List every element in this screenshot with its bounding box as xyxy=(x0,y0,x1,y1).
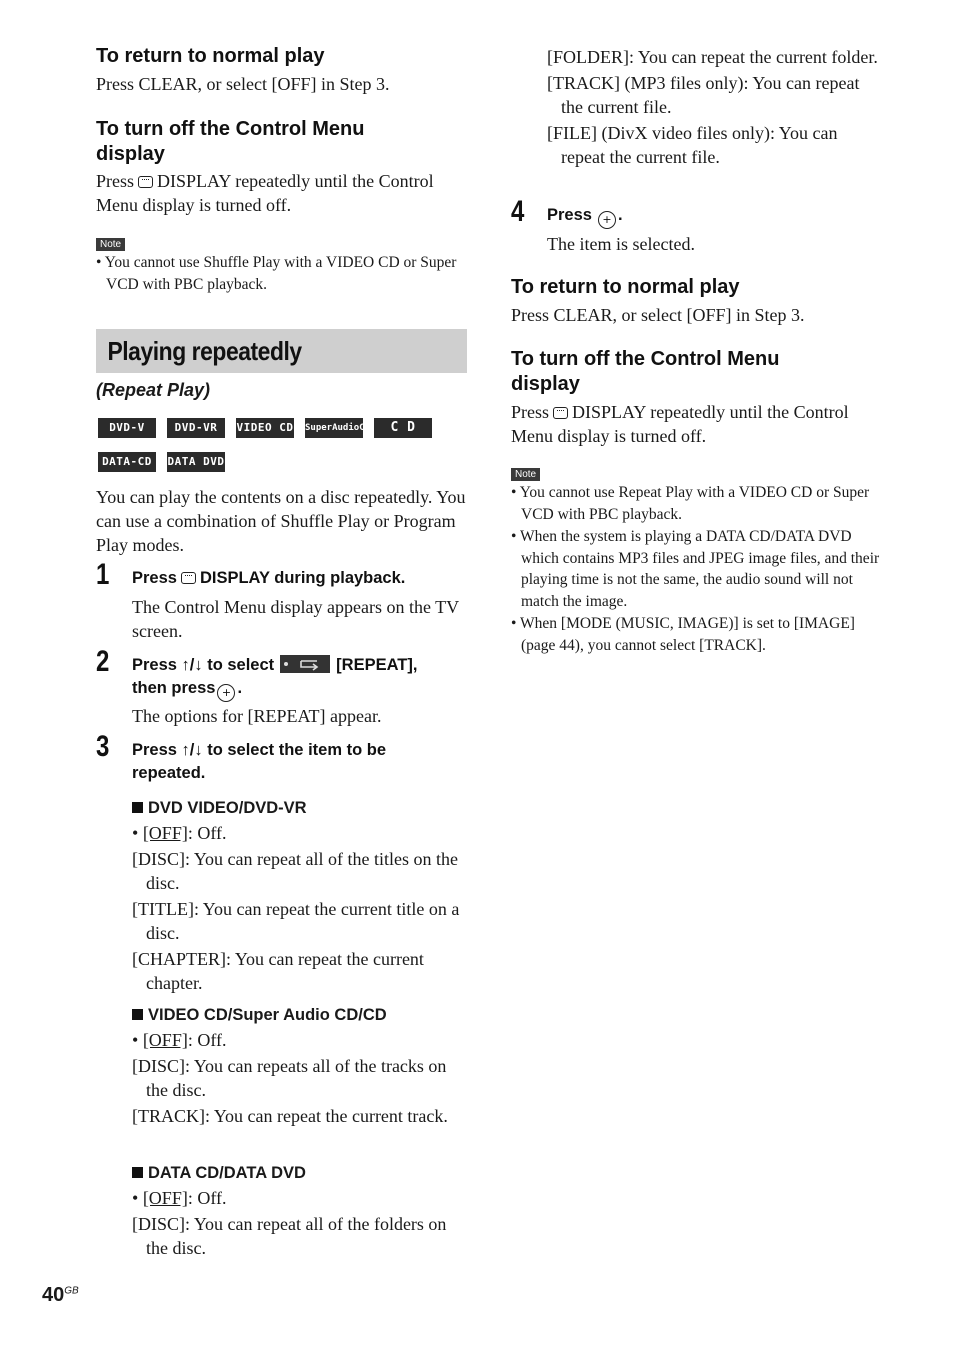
repeat-menu-icon xyxy=(280,655,330,673)
vcd-options-heading xyxy=(132,1004,468,1026)
square-bullet-icon xyxy=(132,802,143,813)
option-off-desc: : Off. xyxy=(187,1030,227,1050)
enter-button-icon: + xyxy=(598,211,616,229)
text-press: Press xyxy=(96,171,135,191)
note-label: Note xyxy=(511,468,540,481)
list-item: [DISC]: You can repeat all of the folders on the disc. xyxy=(132,1214,447,1258)
square-bullet-icon xyxy=(132,1167,143,1178)
step-1-desc: The Control Menu display appears on the TV screen. xyxy=(132,597,459,641)
step-1-press: Press xyxy=(132,569,177,587)
option-off-desc: : Off. xyxy=(187,1188,227,1208)
step-2-then-press: then press xyxy=(132,679,216,697)
list-item: [FOLDER]: You can repeat the current folder. xyxy=(547,47,878,67)
text-press: Press xyxy=(511,402,550,422)
cd-icon: C D xyxy=(374,418,432,438)
dvd-vr-icon: DVD-VR xyxy=(167,418,225,438)
option-off: [OFF] xyxy=(142,823,188,843)
step-4-press: Press xyxy=(547,206,592,224)
text-turn-off-display xyxy=(511,400,883,448)
note-badge xyxy=(511,464,540,482)
dvd-options xyxy=(132,797,468,997)
step-2-number: 2 xyxy=(96,645,110,678)
page-number-suffix: GB xyxy=(64,1285,79,1297)
step-2-select: Press ↑/↓ to select xyxy=(132,656,275,674)
note-shuffle: • You cannot use Shuffle Play with a VIDEO CD or Super VCD with PBC playback. xyxy=(96,254,457,293)
heading-return-normal: To return to normal play xyxy=(96,45,325,67)
note-badge xyxy=(96,234,125,252)
list-item: [TRACK] (MP3 files only): You can repeat the current file. xyxy=(547,73,860,117)
intro-text: You can play the contents on a disc repeatedly. You can use a combination of Shuffle Play or Program Play modes. xyxy=(96,487,466,555)
list-item: [DISC]: You can repeats all of the tracks on the disc. xyxy=(132,1056,447,1100)
note-item: • You cannot use Repeat Play with a VIDEO CD or Super VCD with PBC playback. xyxy=(511,484,870,523)
step-4-desc: The item is selected. xyxy=(547,234,695,254)
step-2-repeat: [REPEAT], xyxy=(336,656,418,674)
step-3-number: 3 xyxy=(96,730,110,763)
section-subtitle: (Repeat Play) xyxy=(96,380,211,400)
dvd-options-heading xyxy=(132,797,468,819)
square-bullet-icon xyxy=(132,1009,143,1020)
list-item: [CHAPTER]: You can repeat the current chapter. xyxy=(132,949,424,993)
step-4-number: 4 xyxy=(511,195,525,228)
text-return-normal: Press CLEAR, or select [OFF] in Step 3. xyxy=(511,305,805,325)
list-item: [TRACK]: You can repeat the current track. xyxy=(132,1106,448,1126)
option-off-desc: : Off. xyxy=(187,823,227,843)
note-item: • When [MODE (MUSIC, IMAGE)] is set to [IMAGE] (page 44), you cannot select [TRACK]. xyxy=(511,615,855,654)
page-number xyxy=(42,1284,79,1307)
data-cd-icon: DATA-CD xyxy=(98,452,156,472)
text-return-normal: Press CLEAR, or select [OFF] in Step 3. xyxy=(96,74,390,94)
list-item: • [OFF]: Off. xyxy=(132,823,227,843)
vcd-heading-text: VIDEO CD/Super Audio CD/CD xyxy=(148,1006,387,1024)
step-1-number: 1 xyxy=(96,558,110,591)
section-title: Playing repeatedly xyxy=(107,336,302,366)
video-cd-icon: VIDEO CD xyxy=(236,418,294,438)
display-button-icon xyxy=(138,176,153,188)
note-label: Note xyxy=(96,238,125,251)
step-4-heading: Press + . xyxy=(547,204,623,229)
step-1-heading xyxy=(132,567,468,590)
data-options xyxy=(132,1162,468,1262)
text-display-repeatedly: DISPLAY repeatedly until the Control Menu display is turned off. xyxy=(96,171,434,215)
display-button-icon xyxy=(553,407,568,419)
heading-return-normal: To return to normal play xyxy=(511,276,740,298)
option-off: [OFF] xyxy=(142,1188,188,1208)
display-button-icon xyxy=(181,572,196,584)
list-item: [FILE] (DivX video files only): You can repeat the current file. xyxy=(547,123,838,167)
data-heading-text: DATA CD/DATA DVD xyxy=(148,1164,306,1182)
enter-button-icon: + xyxy=(217,684,235,702)
text-display-repeatedly: DISPLAY repeatedly until the Control Menu display is turned off. xyxy=(511,402,849,446)
list-item: • [OFF]: Off. xyxy=(132,1030,227,1050)
text-turn-off-display xyxy=(96,169,468,217)
step-3-heading: Press ↑/↓ to select the item to be repeated. xyxy=(132,741,386,782)
dvd-heading-text: DVD VIDEO/DVD-VR xyxy=(148,799,307,817)
list-item: [TITLE]: You can repeat the current title on a disc. xyxy=(132,899,460,943)
super-audio-cd-icon: SuperAudioCD xyxy=(305,418,363,438)
list-item: • [OFF]: Off. xyxy=(132,1188,227,1208)
data-options-continued xyxy=(547,45,883,171)
note-list xyxy=(511,482,883,656)
data-dvd-icon: DATA DVD xyxy=(167,452,225,472)
step-2-heading: Press ↑/↓ to select [REPEAT], then press + . xyxy=(132,654,468,702)
vcd-options xyxy=(132,1004,468,1130)
page-number-value: 40 xyxy=(42,1284,65,1306)
dvd-v-icon: DVD-V xyxy=(98,418,156,438)
list-item: [DISC]: You can repeat all of the titles on the disc. xyxy=(132,849,458,893)
note-item: • When the system is playing a DATA CD/DATA DVD which contains MP3 files and JPEG image files, and their playing time is not the same, the audio sound will not match the image. xyxy=(511,528,880,610)
heading-turn-off-display: To turn off the Control Menu display xyxy=(511,348,780,395)
section-header xyxy=(96,329,467,373)
option-off: [OFF] xyxy=(142,1030,188,1050)
step-1-display-during: DISPLAY during playback. xyxy=(199,569,406,587)
step-2-desc: The options for [REPEAT] appear. xyxy=(132,706,382,726)
heading-turn-off-display: To turn off the Control Menu display xyxy=(96,118,365,165)
data-options-heading xyxy=(132,1162,468,1184)
